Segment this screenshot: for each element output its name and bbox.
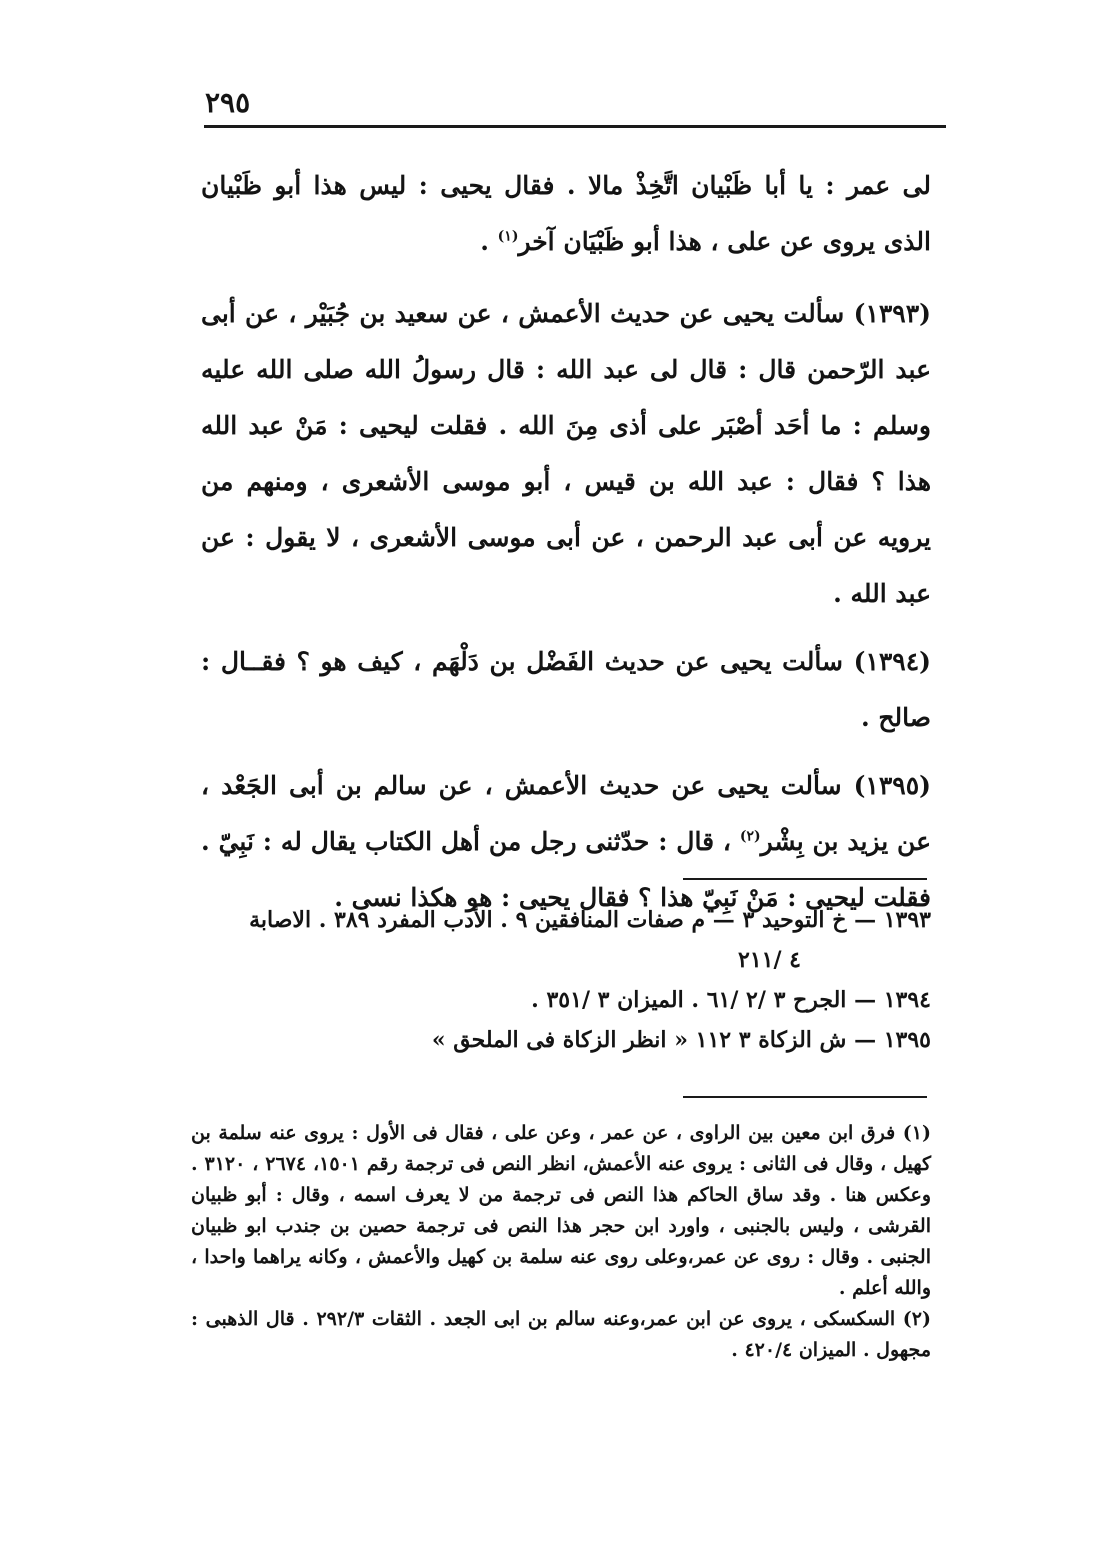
paragraph-continuation: [201, 158, 931, 270]
references-divider: [683, 878, 927, 880]
paragraph-tail: .: [480, 227, 498, 256]
footnote-ref: (٢): [739, 828, 761, 845]
footnote-1: (١) فرق ابن معين بين الراوى ، عن عمر ، وعن على ، فقال فى الأول : يروى عنه سلمة بن كهيل ، وقال فى الثانى : يروى عنه الأعمش، انظر النص فى ترجمة رقم ١٥٠١، ٢٦٧٤ ، ٣١٢٠ . وعكس هنا . وقد ساق الحاكم هذا النص فى ترجمة من لا يعرف اسمه ، وقال : أبو ظبيان القرشى ، وليس بالجنبى ، واورد ابن حجر هذا النص فى ترجمة حصين بن جندب ابو ظبيان الجنبى . وقال : روى عن عمر،وعلى روى عنه سلمة بن كهيل والأعمش ، وكانه يراهما واحدا ، والله أعلم .: [191, 1122, 931, 1299]
entry-text: سألت يحيى عن حديث الفَضْل بن دَلْهَم ، كيف هو ؟ فقــال : صالح .: [201, 647, 931, 732]
entry-1393: [201, 286, 931, 622]
entry-text: سألت يحيى عن حديث الأعمش ، عن سالم بن أبى الجَعْد ، عن يزيد بن بِشْر: [201, 771, 931, 856]
reference-line: ١٣٩٥ — ش الزكاة ٣ ١١٢ « انظر الزكاة فى الملحق »: [431, 1027, 931, 1053]
reference-line: ١٣٩٤ — الجرح ٣ /٢ /٦١ . الميزان ٣ /٣٥١ .: [531, 987, 931, 1013]
entry-text: سألت يحيى عن حديث الأعمش ، عن سعيد بن جُبَيْر ، عن أبى عبد الرّحمن قال : قال لى عبد الله : قال رسولُ الله صلى الله عليه وسلم : ما أحَد أصْبَر على أذى مِنَ الله . فقلت ليحيى : مَنْ عبد الله هذا ؟ فقال : عبد الله بن قيس ، أبو موسى الأشعرى ، ومنهم من يرويه عن أبى عبد الرحمن ، عن أبى موسى الأشعرى ، لا يقول : عن عبد الله .: [201, 299, 931, 608]
paragraph-text: لى عمر : يا أبا ظَبْيان اتَّخِذْ مالا . فقال يحيى : ليس هذا أبو ظَبْيان الذى يروى عن على ، هذا أبو ظَبْيَان آخر: [201, 171, 931, 256]
page-number: ٢٩٥: [205, 86, 251, 119]
header-rule: [204, 125, 946, 128]
references-block: [191, 900, 931, 1060]
entry-1394: [201, 634, 931, 746]
entry-number: (١٣٩٥): [853, 771, 931, 800]
footnote-ref: (١): [497, 228, 519, 245]
reference-line-continued: ٤ /٢١١: [738, 947, 801, 973]
footnote-2: (٢) السكسكى ، يروى عن ابن عمر،وعنه سالم بن ابى الجعد . الثقات ٢٩٢/٣ . قال الذهبى : مجهول . الميزان ٤٢٠/٤ .: [191, 1308, 931, 1361]
entry-text-continued: ، قال : حدّثنى رجل من أهل الكتاب يقال له : نَبِيّ . فقلت ليحيى : مَنْ نَبِيّ هذا ؟ فقال يحيى : هو هكذا نسى .: [201, 827, 931, 912]
entry-number: (١٣٩٤): [853, 647, 931, 676]
footnotes-block: [191, 1118, 931, 1366]
main-text: [201, 158, 931, 938]
entry-number: (١٣٩٣): [853, 299, 931, 328]
footnotes-divider: [683, 1096, 927, 1098]
reference-line: ١٣٩٣ — خ التوحيد ٣ — م صفات المنافقين ٩ . الأدب المفرد ٣٨٩ . الاصابة: [249, 907, 931, 933]
